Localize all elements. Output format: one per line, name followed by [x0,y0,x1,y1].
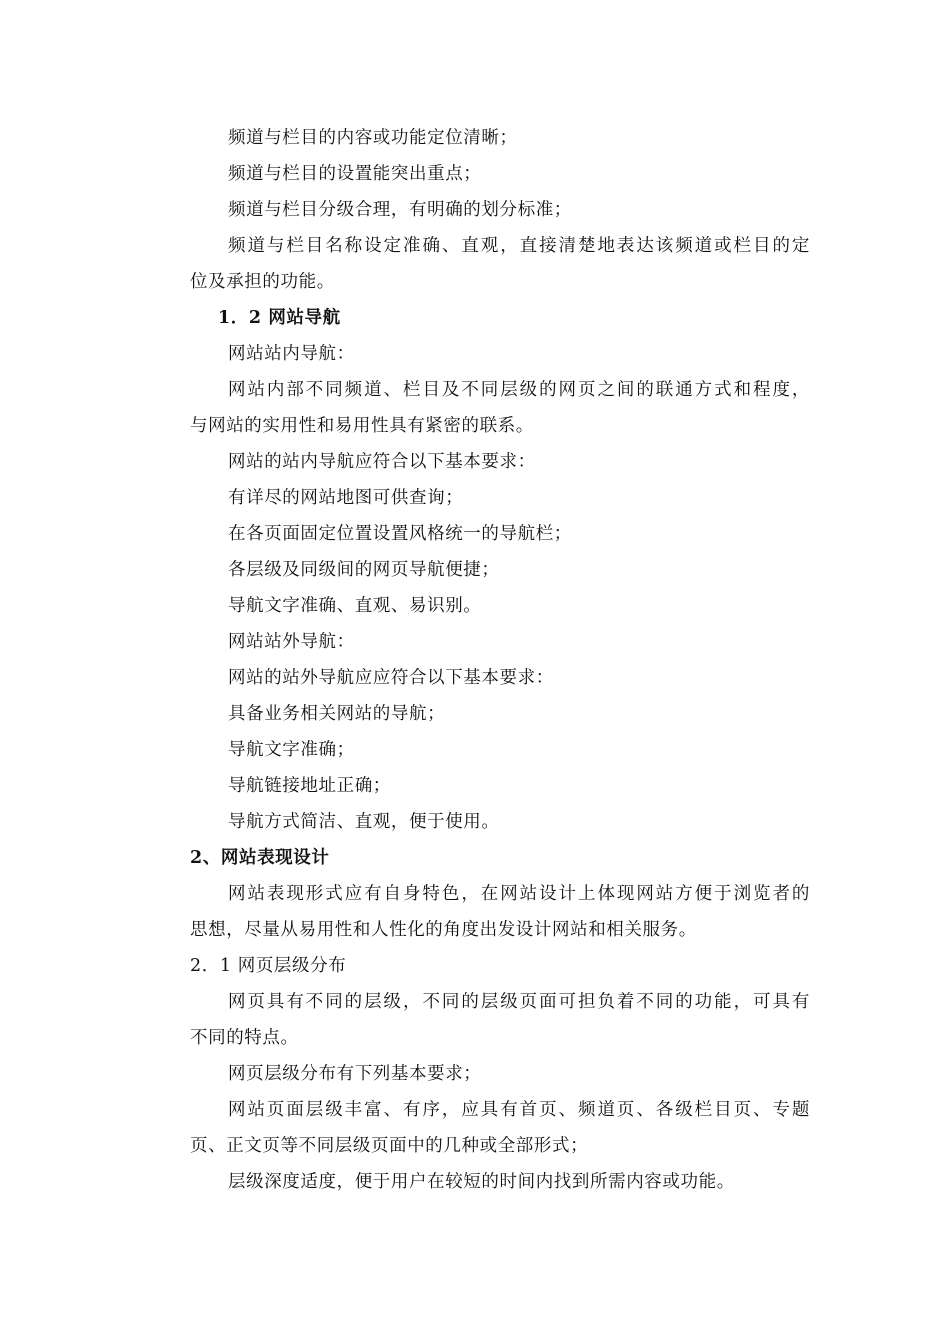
paragraph-line: 与网站的实用性和易用性具有紧密的联系。 [190,416,534,436]
document-body [190,120,810,1200]
paragraph-line: 网站站内导航： [228,344,355,364]
paragraph-line: 网站页面层级丰富、有序，应具有首页、频道页、各级栏目页、专题 [228,1100,810,1120]
paragraph-line: 网站站外导航： [228,632,355,652]
paragraph-line: 网站表现形式应有自身特色，在网站设计上体现网站方便于浏览者的 [228,884,810,904]
paragraph-line: 不同的特点。 [190,1028,299,1048]
paragraph-line: 网站的站内导航应符合以下基本要求： [228,452,536,472]
paragraph-line: 导航链接地址正确； [228,776,391,796]
paragraph-line: 在各页面固定位置设置风格统一的导航栏； [228,524,572,544]
paragraph-line: 导航文字准确、直观、易识别。 [228,596,482,616]
paragraph-line: 网站内部不同频道、栏目及不同层级的网页之间的联通方式和程度， [228,380,810,400]
paragraph-line: 思想，尽量从易用性和人性化的角度出发设计网站和相关服务。 [190,920,697,940]
paragraph-line: 网站的站外导航应应符合以下基本要求： [228,668,554,688]
paragraph-line: 有详尽的网站地图可供查询； [228,488,464,508]
paragraph-line: 网页具有不同的层级，不同的层级页面可担负着不同的功能，可具有 [228,992,810,1012]
paragraph-line: 页、正文页等不同层级页面中的几种或全部形式； [190,1136,589,1156]
paragraph-line: 频道与栏目分级合理，有明确的划分标准； [228,200,572,220]
paragraph-line: 频道与栏目的设置能突出重点； [228,164,482,184]
section-heading-2: 2、网站表现设计 [190,848,330,868]
paragraph-line: 具备业务相关网站的导航； [228,704,446,724]
paragraph-line: 频道与栏目的内容或功能定位清晰； [228,128,518,148]
paragraph-line: 位及承担的功能。 [190,272,335,292]
paragraph-line: 网页层级分布有下列基本要求； [228,1064,482,1084]
paragraph-line: 各层级及同级间的网页导航便捷； [228,560,500,580]
paragraph-line: 层级深度适度，便于用户在较短的时间内找到所需内容或功能。 [228,1172,735,1192]
paragraph-line: 频道与栏目名称设定准确、直观，直接清楚地表达该频道或栏目的定 [228,236,810,256]
section-heading-1-2: 1．2 网站导航 [218,308,341,328]
paragraph-line: 导航文字准确； [228,740,355,760]
paragraph-line: 导航方式简洁、直观，便于使用。 [228,812,500,832]
section-heading-2-1: 2．1 网页层级分布 [190,956,347,976]
